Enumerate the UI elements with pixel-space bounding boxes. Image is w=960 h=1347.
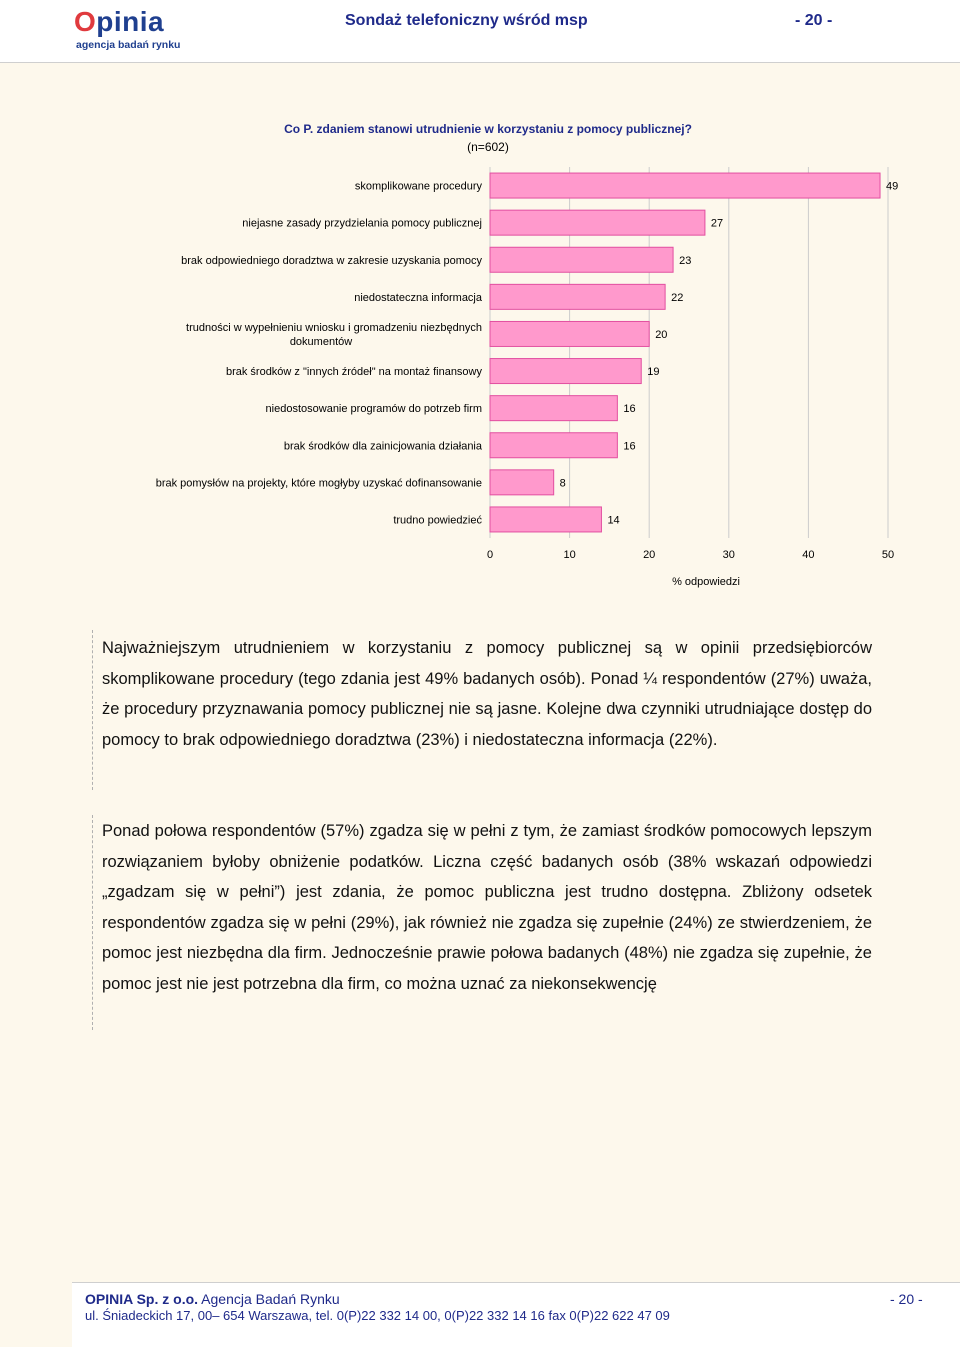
logo-word-rest: pinia — [96, 6, 165, 37]
x-axis-title: % odpowiedzi — [672, 576, 740, 588]
bar — [490, 507, 601, 532]
logo-tagline: agencja badań rynku — [76, 39, 181, 51]
bar-value-label: 8 — [559, 477, 566, 490]
bar — [490, 433, 617, 458]
x-tick-label: 30 — [722, 549, 735, 561]
page-header — [0, 0, 960, 63]
footer-agency: Agencja Badań Rynku — [198, 1291, 340, 1307]
footer-address: ul. Śniadeckich 17, 00– 654 Warszawa, tel. 0(P)22 332 14 00, 0(P)22 332 14 16 fax 0(P)22 622 47 09 — [85, 1308, 670, 1323]
chart-subtitle: (n=602) — [467, 140, 509, 154]
bar-value-label: 14 — [607, 514, 620, 527]
category-label: niedostateczna informacja — [354, 291, 482, 304]
category-label-line: dokumentów — [289, 335, 353, 348]
margin-rule — [92, 815, 93, 1030]
logo-o-mark: O — [74, 6, 97, 37]
logo-wordmark — [74, 6, 164, 38]
category-label: brak środków dla zainicjowania działania — [283, 440, 482, 453]
chart-bars — [490, 173, 880, 532]
page-footer — [72, 1282, 960, 1347]
category-label: brak odpowiedniego doradztwa w zakresie uzyskania pomocy — [181, 254, 482, 267]
chart-category-labels — [156, 181, 483, 527]
paragraph-1: Najważniejszym utrudnieniem w korzystaniu z pomocy publicznej są w opinii przedsiębiorców skomplikowane procedury (tego zdania jest 49% badanych osób). Ponad ¼ respondentów (27%) uważa, że procedury przyznawania pomocy publicznej nie są jasne. Kolejne dwa czynniki utrudniające dostęp do pomocy to brak odpowiedniego doradztwa (23%) i niedostateczna informacja (22%). — [102, 639, 872, 749]
footer-page-number: - 20 - — [890, 1291, 923, 1307]
margin-rule — [92, 630, 93, 790]
bar — [490, 396, 617, 421]
header-page-number: - 20 - — [795, 12, 833, 29]
bar-value-label: 49 — [886, 180, 899, 193]
x-tick-label: 40 — [802, 549, 815, 561]
category-label — [186, 322, 482, 348]
category-label: brak środków z "innych źródeł" na montaż finansowy — [225, 366, 482, 379]
category-label: niedostosowanie programów do potrzeb firm — [265, 403, 482, 416]
x-tick-label: 50 — [881, 549, 895, 561]
bar — [490, 173, 880, 198]
footer-company: OPINIA Sp. z o.o. — [85, 1291, 199, 1307]
category-label: skomplikowane procedury — [354, 180, 482, 193]
chart-x-ticks — [487, 549, 894, 561]
x-tick-label: 20 — [643, 549, 656, 561]
bar-value-label: 22 — [671, 291, 684, 304]
opinia-logo — [74, 6, 194, 52]
bar-value-label: 19 — [647, 366, 660, 379]
bar-value-label: 23 — [679, 254, 692, 267]
bar — [490, 321, 649, 346]
paragraph-2: Ponad połowa respondentów (57%) zgadza się w pełni z tym, że zamiast środków pomocowych lepszym rozwiązaniem byłoby obniżenie podatków. Liczna część badanych osób (38% wskazań odpowiedzi „zgadzam się w pełni”) jest zdania, że pomoc publiczna jest trudno dostępna. Zbliżony odsetek respondentów zgadza się w pełni (29%), jak również nie zgadza się zupełnie (24%) ze stwierdzeniem, że pomoc jest niezbędna dla firm. Jednocześnie prawie połowa badanych (48%) nie zgadza się zupełnie, że pomoc jest nie jest potrzebna dla firm, co można uznać za niekonsekwencję — [102, 822, 872, 993]
bar — [490, 470, 554, 495]
bar-value-label: 16 — [623, 440, 636, 453]
category-label: trudno powiedzieć — [393, 514, 482, 527]
x-tick-label: 10 — [563, 549, 576, 561]
bar — [490, 359, 641, 384]
chart-title: Co P. zdaniem stanowi utrudnienie w korzystaniu z pomocy publicznej? — [284, 122, 692, 136]
category-label: brak pomysłów na projekty, które mogłyby uzyskać dofinansowanie — [155, 477, 482, 490]
category-label-line: trudności w wypełnieniu wniosku i gromadzeniu niezbędnych — [186, 321, 482, 334]
bar-chart — [0, 110, 960, 600]
footer-company-line — [85, 1291, 340, 1307]
bar — [490, 284, 665, 309]
document-title: Sondaż telefoniczny wśród msp — [345, 12, 588, 29]
bar — [490, 247, 673, 272]
bar — [490, 210, 705, 235]
bar-value-label: 16 — [623, 403, 636, 416]
bar-value-label: 27 — [710, 217, 724, 230]
bar-value-label: 20 — [655, 328, 668, 341]
x-tick-label: 0 — [486, 549, 494, 561]
category-label: niejasne zasady przydzielania pomocy publicznej — [242, 217, 482, 230]
